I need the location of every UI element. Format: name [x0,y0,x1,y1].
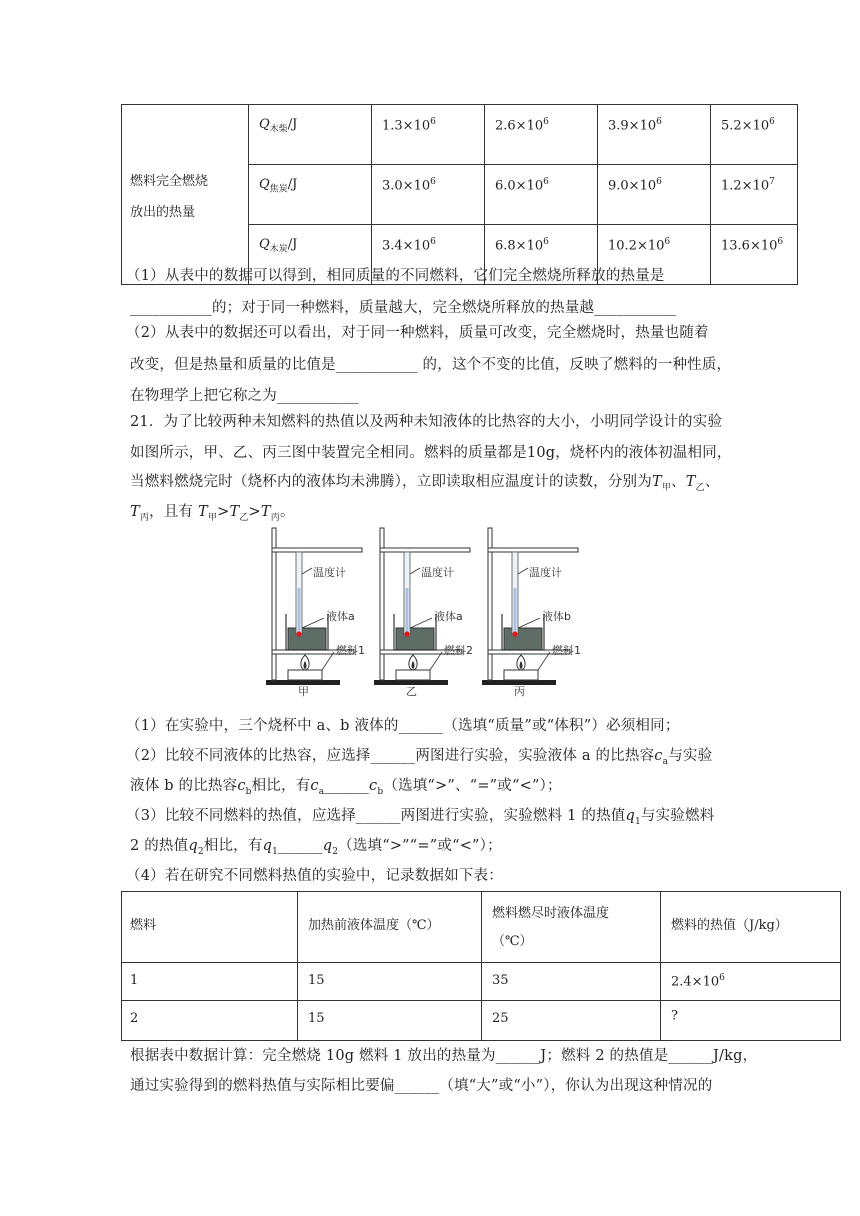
label-liquid: 液体b [542,610,571,623]
table-cell: $13.6\times 10^6$ [711,225,798,285]
label-liquid: 液体a [434,610,463,623]
table-cell: $2.6\times 10^6$ [485,105,598,165]
beaker-liquid [288,628,326,650]
column-header-line: （℃） [492,934,533,949]
label-caption: 甲 [298,685,309,698]
label-fuel: 燃料1 [336,644,365,657]
leader-line [430,652,442,670]
q20-2-line3: 在物理学上把它称之为___________ [130,388,359,404]
table-cell: $5.2\times 10^6$ [711,105,798,165]
leader-line [410,568,420,574]
q21-line1: 21．为了比较两种未知燃料的热值以及两种未知液体的比热容的大小，小明同学设计的实验 [130,414,723,430]
clamp-arm [488,548,578,552]
q20-1-line1: （1）从表中的数据可以得到，相同质量的不同燃料，它们完全燃烧所释放的热量是 [126,268,665,284]
leader-line [302,568,312,574]
q21-s2-line2: 液体 b 的比热容$c_b$相比，有$c_a\_\_\_\_\_\_c_b$（选填“>”、“=”或“<”）； [130,778,562,797]
row-label: $Q_{木炭}/J$ [249,225,372,285]
table-cell: 35 [482,963,661,1001]
table-cell: $3.0\times 10^6$ [372,165,485,225]
q21-line3: 当燃料燃烧完时（烧杯内的液体均未沸腾），立即读取相应温度计的读数，分别为$T_甲$、$T_乙$、 [130,474,720,493]
apparatus-2 [374,528,473,698]
table-header-row [122,892,841,963]
column-header-line: 燃料燃尽时液体温度 [492,906,610,921]
burner [288,670,322,680]
row-header [122,105,249,285]
q21-s3-line1: （3）比较不同燃料的热值，应选择______两图进行实验，实验燃料 1 的热值$q_1$与实验燃料 [126,808,715,827]
table-row [122,1001,841,1041]
thermometer-bulb [404,631,409,636]
label-caption: 乙 [406,685,417,698]
table-cell: $2.4\times 10^6$ [661,963,841,1001]
experiment-figure [262,524,581,702]
beaker-liquid [396,628,434,650]
table-cell: $6.0\times 10^6$ [485,165,598,225]
beaker-liquid [504,628,542,650]
q21-line4: $T_丙$，且有 $T_甲>T_乙>T_丙$。 [130,504,295,523]
row-header-line: 放出的热量 [130,204,196,220]
burner [504,670,538,680]
table-cell: 15 [298,1001,482,1041]
clamp-arm [380,548,470,552]
thermometer-column [298,588,301,634]
table-cell: $3.9\times 10^6$ [598,105,711,165]
q20-2-line2: 改变，但是热量和质量的比值是___________ 的，这个不变的比值，反映了燃料的一种性质， [130,357,732,373]
heat-table [121,104,798,285]
q21-s3-line2: 2 的热值$q_2$相比，有$q_1\_\_\_\_\_\_q_2$（选填“>”“=”或“<”）； [130,838,502,857]
table-cell: $9.0\times 10^6$ [598,165,711,225]
column-header: 加热前液体温度（℃） [298,892,482,963]
label-liquid: 液体a [326,610,355,623]
table-cell: $3.4\times 10^6$ [372,225,485,285]
apparatus-3 [482,528,581,698]
thermometer-bulb [296,631,301,636]
clamp-arm [272,548,362,552]
thermometer-bulb [512,631,517,636]
table-cell: $6.8\times 10^6$ [485,225,598,285]
thermometer-column [406,588,409,634]
column-header: 燃料 [122,892,298,963]
table-cell: 25 [482,1001,661,1041]
q21-s2-line1: （2）比较不同液体的比热容，应选择______两图进行实验，实验液体 a 的比热容$c_a$与实验 [126,748,713,767]
leader-line [518,618,540,628]
table-cell: 1 [122,963,298,1001]
row-label: $Q_{焦炭}/J$ [249,165,372,225]
label-thermometer: 温度计 [313,566,346,579]
row-header-line: 燃料完全燃烧 [130,173,209,189]
table-row [122,963,841,1001]
leader-line [322,652,334,670]
label-caption: 丙 [514,685,525,698]
burner [396,670,430,680]
label-thermometer: 温度计 [529,566,562,579]
leader-line [538,652,550,670]
q20-2-line1: （2）从表中的数据还可以看出，对于同一种燃料，质量可改变，完全燃烧时，热量也随着 [126,325,709,341]
label-thermometer: 温度计 [421,566,454,579]
q21-line2: 如图所示，甲、乙、丙三图中装置完全相同。燃料的质量都是10g，烧杯内的液体初温相同， [130,445,732,461]
leader-line [410,618,432,628]
fuel-table [121,891,841,1041]
table-cell: 15 [298,963,482,1001]
table-cell: $1.2\times 10^7$ [711,165,798,225]
calc-line1: 根据表中数据计算：完全燃烧 10g 燃料 1 放出的热量为______J；燃料 2 的热值是______J/kg， [130,1048,758,1064]
row-label: $Q_{木柴}/J$ [249,105,372,165]
table-row [122,105,798,165]
calc-line2: 通过实验得到的燃料热值与实际相比要偏______（填“大”或“小”），你认为出现这种情况的 [130,1078,713,1094]
table-cell: $10.2\times 10^6$ [598,225,711,285]
leader-line [302,618,324,628]
apparatus-1 [266,528,365,698]
q20-1-line2: ___________的；对于同一种燃料，质量越大，完全燃烧所释放的热量越___________ [130,300,677,316]
q21-s4: （4）若在研究不同燃料热值的实验中，记录数据如下表： [126,868,503,884]
thermometer-column [514,588,517,634]
leader-line [518,568,528,574]
q21-s1: （1）在实验中，三个烧杯中 a、b 液体的______（选填“质量”或“体积”）必须相同； [126,718,680,734]
column-header: 燃料的热值（J/kg） [661,892,841,963]
column-header [482,892,661,963]
table-cell: 2 [122,1001,298,1041]
label-fuel: 燃料1 [552,644,581,657]
table-cell: $1.3\times 10^6$ [372,105,485,165]
label-fuel: 燃料2 [444,644,473,657]
table-cell: ? [661,1001,841,1041]
